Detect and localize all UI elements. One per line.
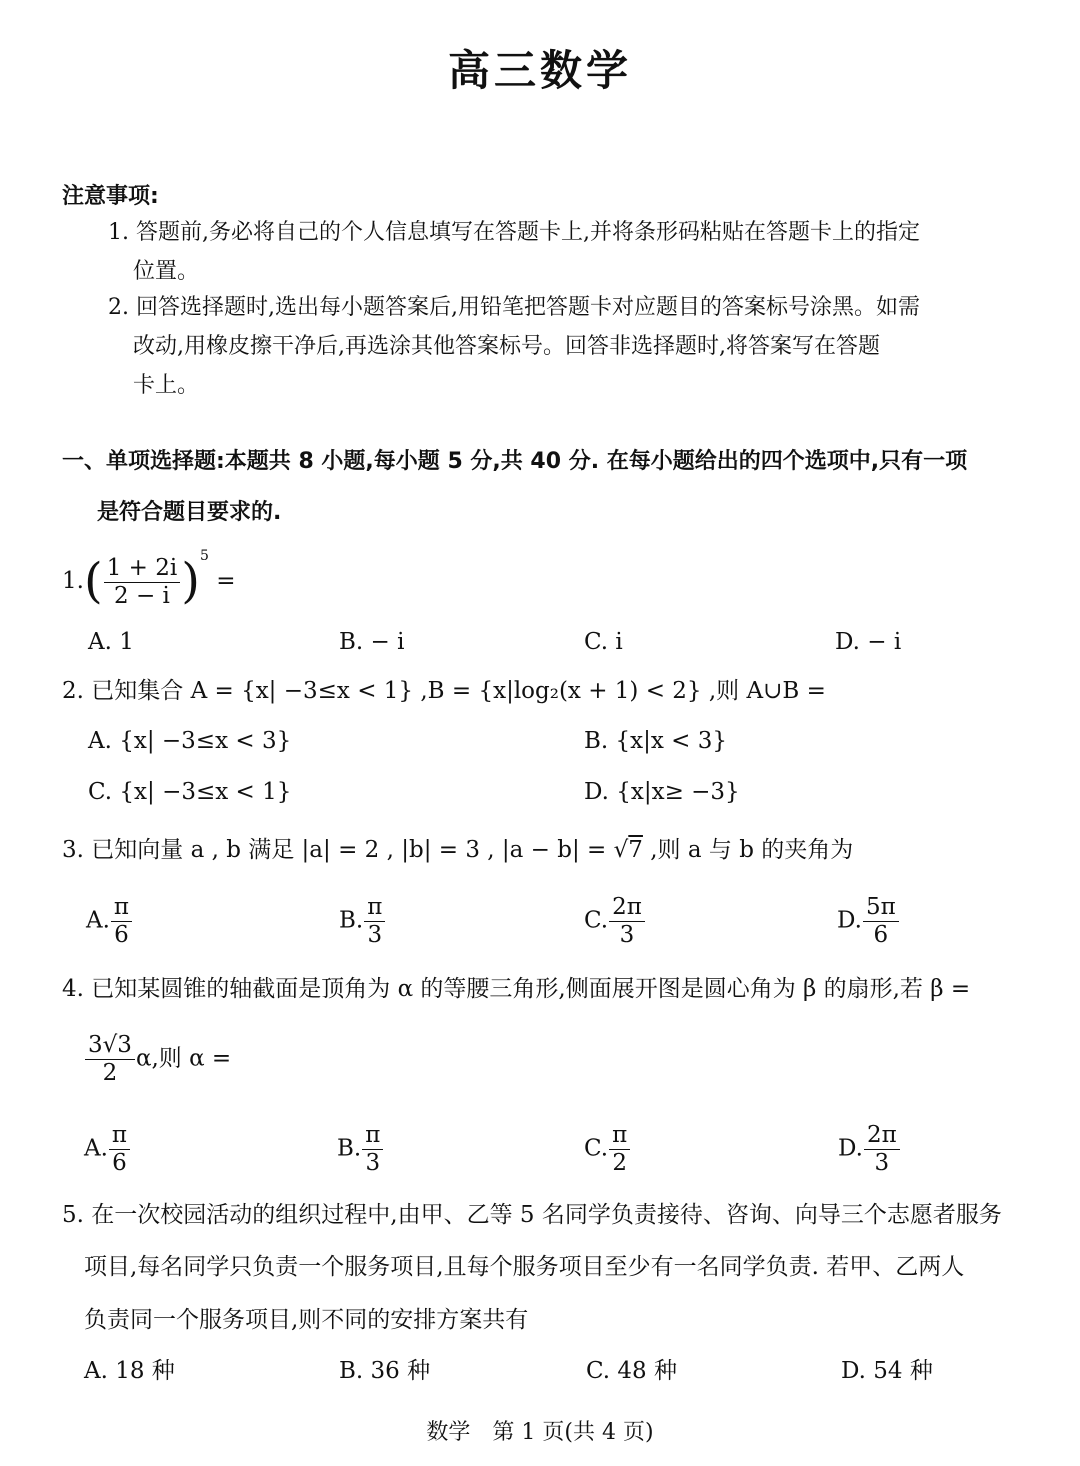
- option-denominator: 2: [612, 1150, 627, 1176]
- question-3-option-c: [584, 896, 646, 947]
- notice-item-2-line-3: 卡上。: [133, 373, 200, 398]
- option-denominator: 3: [365, 1150, 381, 1176]
- notice-item-1-line-2: 位置。: [133, 259, 200, 284]
- option-denominator: 6: [112, 1150, 127, 1176]
- question-4-line-1: 4. 已知某圆锥的轴截面是顶角为 α 的等腰三角形,侧面展开图是圆心角为 β 的扇形,若 β =: [62, 976, 971, 1002]
- question-1-option-d: D. − i: [835, 629, 902, 655]
- question-1-exponent: 5: [199, 548, 209, 564]
- fraction-numerator: 1 + 2i: [104, 557, 181, 583]
- option-numerator: π: [111, 896, 132, 922]
- question-4-option-a: [84, 1124, 131, 1175]
- question-3-option-b: [339, 896, 386, 947]
- option-numerator: 2π: [609, 896, 645, 922]
- question-1-number: 1.: [62, 568, 84, 594]
- option-label: D.: [838, 1135, 863, 1162]
- option-numerator: 5π: [863, 896, 899, 922]
- notice-item-1-line-1: 1. 答题前,务必将自己的个人信息填写在答题卡上,并将条形码粘贴在答题卡上的指定: [108, 220, 920, 245]
- notice-item-2-line-2: 改动,用橡皮擦干净后,再选涂其他答案标号。回答非选择题时,将答案写在答题: [133, 334, 880, 359]
- option-denominator: 3: [874, 1150, 890, 1176]
- open-paren: (: [83, 553, 103, 610]
- notice-item-2-line-1: 2. 回答选择题时,选出每小题答案后,用铅笔把答题卡对应题目的答案标号涂黑。如需: [108, 295, 920, 320]
- question-1-option-b: B. − i: [339, 629, 405, 655]
- question-2-option-b: B. {x|x < 3}: [584, 728, 728, 754]
- question-4-line-2: [84, 1034, 231, 1085]
- close-paren: ): [181, 553, 200, 610]
- question-1-option-c: C. i: [584, 629, 623, 655]
- question-4-option-d: [838, 1124, 901, 1175]
- notice-heading: 注意事项:: [62, 184, 159, 209]
- question-2: 2. 已知集合 A = {x| −3≤x < 1} ,B = {x|log₂(x + 1) < 2} ,则 A∪B =: [62, 678, 826, 704]
- page-footer: 数学 第 1 页(共 4 页): [426, 1420, 654, 1445]
- question-5-line-2: 项目,每名同学只负责一个服务项目,且每个服务项目至少有一名同学负责. 若甲、乙两人: [84, 1254, 965, 1280]
- option-label: A.: [84, 1135, 108, 1162]
- option-label: A.: [86, 907, 110, 934]
- question-1: [62, 548, 235, 611]
- option-numerator: π: [109, 1124, 130, 1150]
- question-4-line-2-tail: α,则 α =: [135, 1045, 232, 1072]
- option-denominator: 6: [873, 922, 889, 948]
- option-denominator: 6: [114, 922, 129, 948]
- option-numerator: π: [609, 1124, 630, 1150]
- question-5-option-d: D. 54 种: [841, 1358, 933, 1384]
- question-3-text-before: 3. 已知向量 a , b 满足 |a| = 2 , |b| = 3 , |a − b| = √: [62, 837, 629, 863]
- option-numerator: 2π: [864, 1124, 900, 1150]
- question-2-option-d: D. {x|x≥ −3}: [584, 779, 740, 805]
- option-label: C.: [584, 1135, 609, 1162]
- option-label: B.: [337, 1135, 362, 1162]
- question-2-option-c: C. {x| −3≤x < 1}: [88, 779, 292, 805]
- option-label: D.: [837, 907, 862, 934]
- question-3-option-d: [837, 896, 900, 947]
- question-3-option-a: [86, 896, 133, 947]
- question-5-option-a: A. 18 种: [84, 1358, 175, 1384]
- question-1-option-a: A. 1: [88, 629, 134, 655]
- question-5-option-c: C. 48 种: [586, 1358, 677, 1384]
- question-3: [62, 839, 853, 862]
- fraction-denominator: 2 − i: [114, 582, 170, 609]
- question-5-option-b: B. 36 种: [339, 1358, 431, 1384]
- question-5-line-1: 5. 在一次校园活动的组织过程中,由甲、乙等 5 名同学负责接待、咨询、向导三个志愿者服务: [62, 1202, 1002, 1228]
- page-title: 高三数学: [447, 46, 632, 95]
- question-5-line-3: 负责同一个服务项目,则不同的安排方案共有: [84, 1307, 529, 1333]
- option-numerator: π: [362, 1124, 383, 1150]
- question-4-option-c: [584, 1124, 631, 1175]
- question-1-fraction: [104, 554, 181, 609]
- section-heading-line-1: 一、单项选择题:本题共 8 小题,每小题 5 分,共 40 分. 在每小题给出的四个选项中,只有一项: [62, 449, 968, 474]
- section-heading-line-2: 是符合题目要求的.: [97, 500, 282, 525]
- option-numerator: π: [364, 896, 385, 922]
- question-3-radicand: 7: [628, 837, 643, 863]
- coefficient-numerator: 3√3: [85, 1034, 135, 1060]
- question-4-option-b: [337, 1124, 384, 1175]
- option-denominator: 3: [367, 922, 383, 948]
- option-label: B.: [339, 907, 364, 934]
- question-3-text-after: ,则 a 与 b 的夹角为: [642, 837, 854, 863]
- option-label: C.: [584, 907, 609, 934]
- question-2-option-a: A. {x| −3≤x < 3}: [88, 728, 292, 754]
- option-denominator: 3: [619, 922, 635, 948]
- question-4-coefficient: [85, 1034, 135, 1085]
- coefficient-denominator: 2: [102, 1060, 118, 1086]
- question-1-equals: =: [216, 568, 236, 594]
